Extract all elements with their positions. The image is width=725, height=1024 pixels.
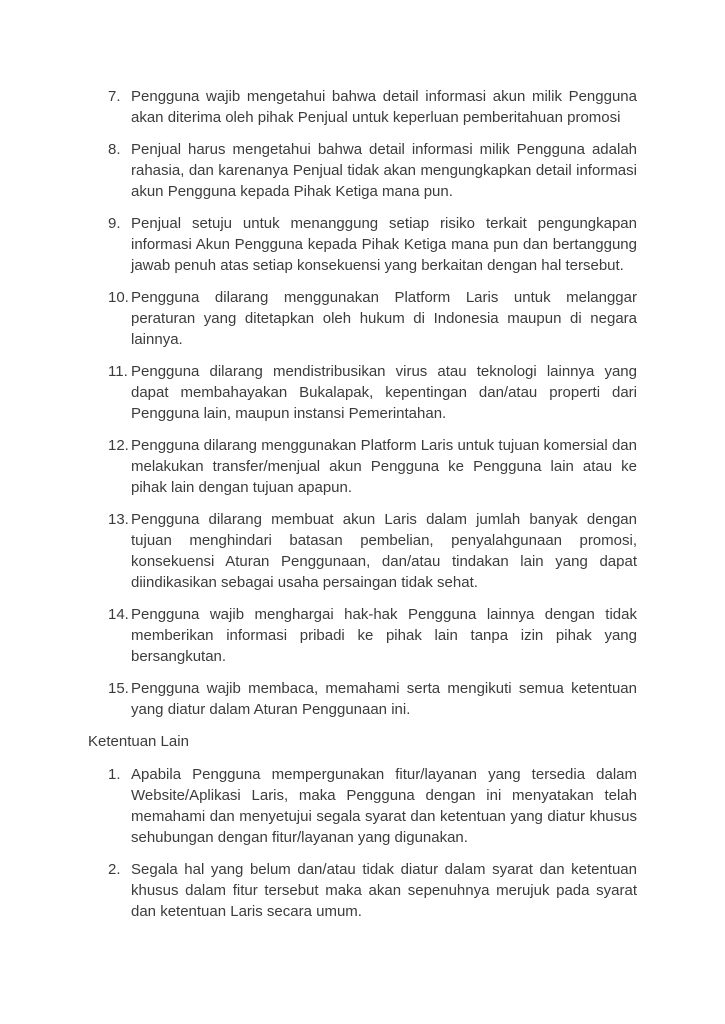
list-item-9 xyxy=(88,213,637,276)
list-item-text: Penjual setuju untuk menanggung setiap risiko terkait pengungkapan informasi Akun Pengguna kepada Pihak Ketiga mana pun dan bertanggung jawab penuh atas setiap konsekuensi yang berkaitan dengan hal tersebut. xyxy=(131,215,637,274)
list-item-text: Apabila Pengguna mempergunakan fitur/layanan yang tersedia dalam Website/Aplikasi Laris, maka Pengguna dengan ini menyatakan telah memahami dan menyetujui segala syarat dan ketentuan yang diatur khusus sehubungan dengan fitur/layanan yang digunakan. xyxy=(131,766,637,846)
list-item-text: Penjual harus mengetahui bahwa detail informasi milik Pengguna adalah rahasia, dan karenanya Penjual tidak akan mengungkapkan detail informasi akun Pengguna kepada Pihak Ketiga mana pun. xyxy=(131,141,637,200)
list-item-lain-2 xyxy=(88,859,637,922)
list-item-number: 13. xyxy=(108,511,129,528)
list-item-number: 9. xyxy=(108,215,121,232)
list-item-10 xyxy=(88,287,637,350)
list-item-text: Pengguna dilarang menggunakan Platform Laris untuk melanggar peraturan yang ditetapkan oleh hukum di Indonesia maupun di negara lainnya. xyxy=(131,289,637,348)
list-item-14 xyxy=(88,604,637,667)
list-item-number: 2. xyxy=(108,861,121,878)
list-item-number: 1. xyxy=(108,766,121,783)
list-item-number: 8. xyxy=(108,141,121,158)
list-item-15 xyxy=(88,678,637,720)
list-item-text: Pengguna dilarang menggunakan Platform Laris untuk tujuan komersial dan melakukan transfer/menjual akun Pengguna ke Pengguna lain atau ke pihak lain dengan tujuan apapun. xyxy=(131,437,637,496)
list-item-8 xyxy=(88,139,637,202)
list-item-text: Pengguna wajib mengetahui bahwa detail informasi akun milik Pengguna akan diterima oleh pihak Penjual untuk keperluan pemberitahuan promosi xyxy=(131,88,637,126)
list-item-number: 12. xyxy=(108,437,129,454)
list-item-number: 10. xyxy=(108,289,129,306)
list-item-text: Pengguna dilarang membuat akun Laris dalam jumlah banyak dengan tujuan menghindari batasan pembelian, penyalahgunaan promosi, konsekuensi Aturan Penggunaan, dan/atau tindakan lain yang dapat diindikasikan sebagai usaha persaingan tidak sehat. xyxy=(131,511,637,591)
list-item-12 xyxy=(88,435,637,498)
list-item-13 xyxy=(88,509,637,593)
list-item-number: 11. xyxy=(108,363,128,380)
terms-numbered-list xyxy=(88,86,637,720)
section-heading-ketentuan-lain: Ketentuan Lain xyxy=(88,733,189,750)
list-item-text: Segala hal yang belum dan/atau tidak diatur dalam syarat dan ketentuan khusus dalam fitur tersebut maka akan sepenuhnya merujuk pada syarat dan ketentuan Laris secara umum. xyxy=(131,861,637,920)
list-item-number: 7. xyxy=(108,88,121,105)
list-item-7 xyxy=(88,86,637,128)
list-item-lain-1 xyxy=(88,764,637,848)
list-item-number: 14. xyxy=(108,606,129,623)
list-item-text: Pengguna wajib menghargai hak-hak Pengguna lainnya dengan tidak memberikan informasi pribadi ke pihak lain tanpa izin pihak yang bersangkutan. xyxy=(131,606,637,665)
list-item-text: Pengguna wajib membaca, memahami serta mengikuti semua ketentuan yang diatur dalam Aturan Penggunaan ini. xyxy=(131,680,637,718)
list-item-number: 15. xyxy=(108,680,129,697)
list-item-text: Pengguna dilarang mendistribusikan virus atau teknologi lainnya yang dapat membahayakan Bukalapak, kepentingan dan/atau properti dari Pengguna lain, maupun instansi Pemerintahan. xyxy=(131,363,637,422)
list-item-11 xyxy=(88,361,637,424)
ketentuan-lain-list xyxy=(88,764,637,922)
